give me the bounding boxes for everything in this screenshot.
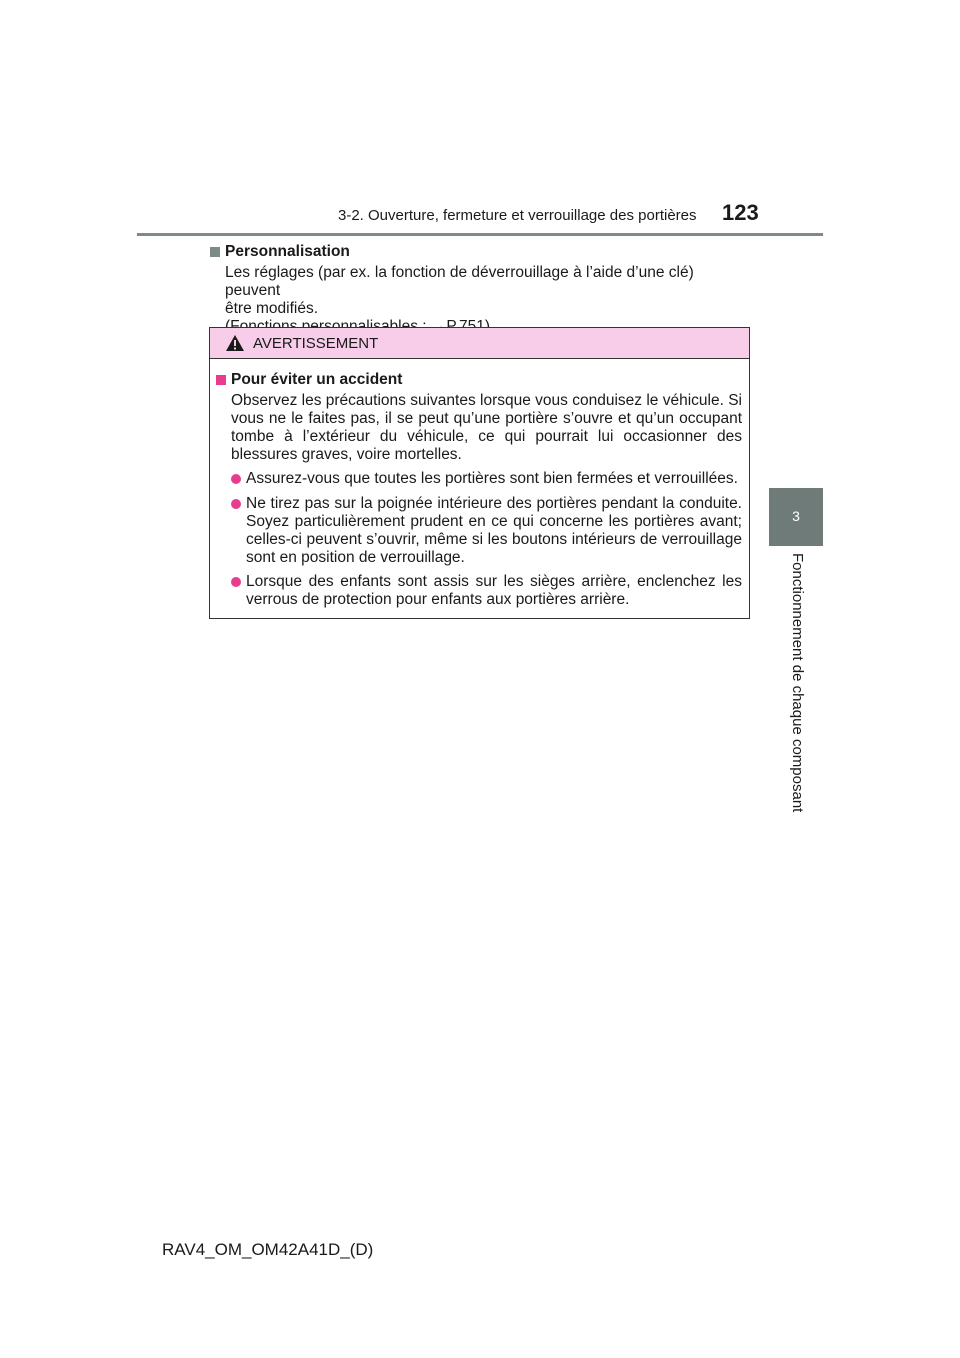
square-bullet-icon [210,247,220,257]
warning-intro: Observez les précautions suivantes lorsque vous conduisez le véhicule. Si vous ne le faites pas, il se peut qu’une portière s’ouvre et qu’un occupant tombe à l’extérieur du véhicule, ce qui pourrait lui occasionner des blessures graves, voire mortelles. [231,392,742,463]
customization-line-2: être modifiés. [225,300,319,317]
warning-list-item [231,470,742,489]
header-section-title: 3-2. Ouverture, fermeture et verrouillage des portières [338,207,697,224]
warning-content [210,359,749,609]
warning-heading-text: Pour éviter un accident [231,371,403,388]
warning-title: AVERTISSEMENT [253,334,379,352]
pink-dot-icon [231,577,241,587]
customization-line-1: Les réglages (par ex. la fonction de déverrouillage à l’aide d’une clé) peuvent [225,264,694,299]
customization-heading-text: Personnalisation [225,243,350,260]
chapter-tab [769,488,823,546]
warning-item-text: Ne tirez pas sur la poignée intérieure des portières pendant la conduite. Soyez particulièrement prudent en ce qui concerne les portières avant; celles-ci peuvent s’ouvrir, même si les boutons intérieurs de verrouillage sont en position de verrouillage. [246,495,742,566]
customization-body [210,264,750,336]
header-divider [137,233,823,236]
page-number: 123 [722,200,759,225]
pink-dot-icon [231,499,241,509]
warning-header [210,328,749,359]
pink-dot-icon [231,474,241,484]
warning-box [209,327,750,619]
warning-body [216,392,742,609]
document-code: RAV4_OM_OM42A41D_(D) [162,1240,374,1259]
chapter-tab-number: 3 [792,508,800,524]
customization-heading [210,243,750,261]
customization-section [210,243,750,336]
warning-list-item [231,495,742,567]
warning-triangle-icon [225,334,245,352]
square-bullet-icon [216,375,226,385]
warning-list-item [231,573,742,609]
chapter-tab-label: Fonctionnement de chaque composant [789,553,806,813]
warning-item-text: Assurez-vous que toutes les portières sont bien fermées et verrouillées. [246,470,738,487]
warning-heading [216,371,742,389]
warning-item-text: Lorsque des enfants sont assis sur les sièges arrière, enclenchez les verrous de protection pour enfants aux portières arrière. [246,573,742,608]
